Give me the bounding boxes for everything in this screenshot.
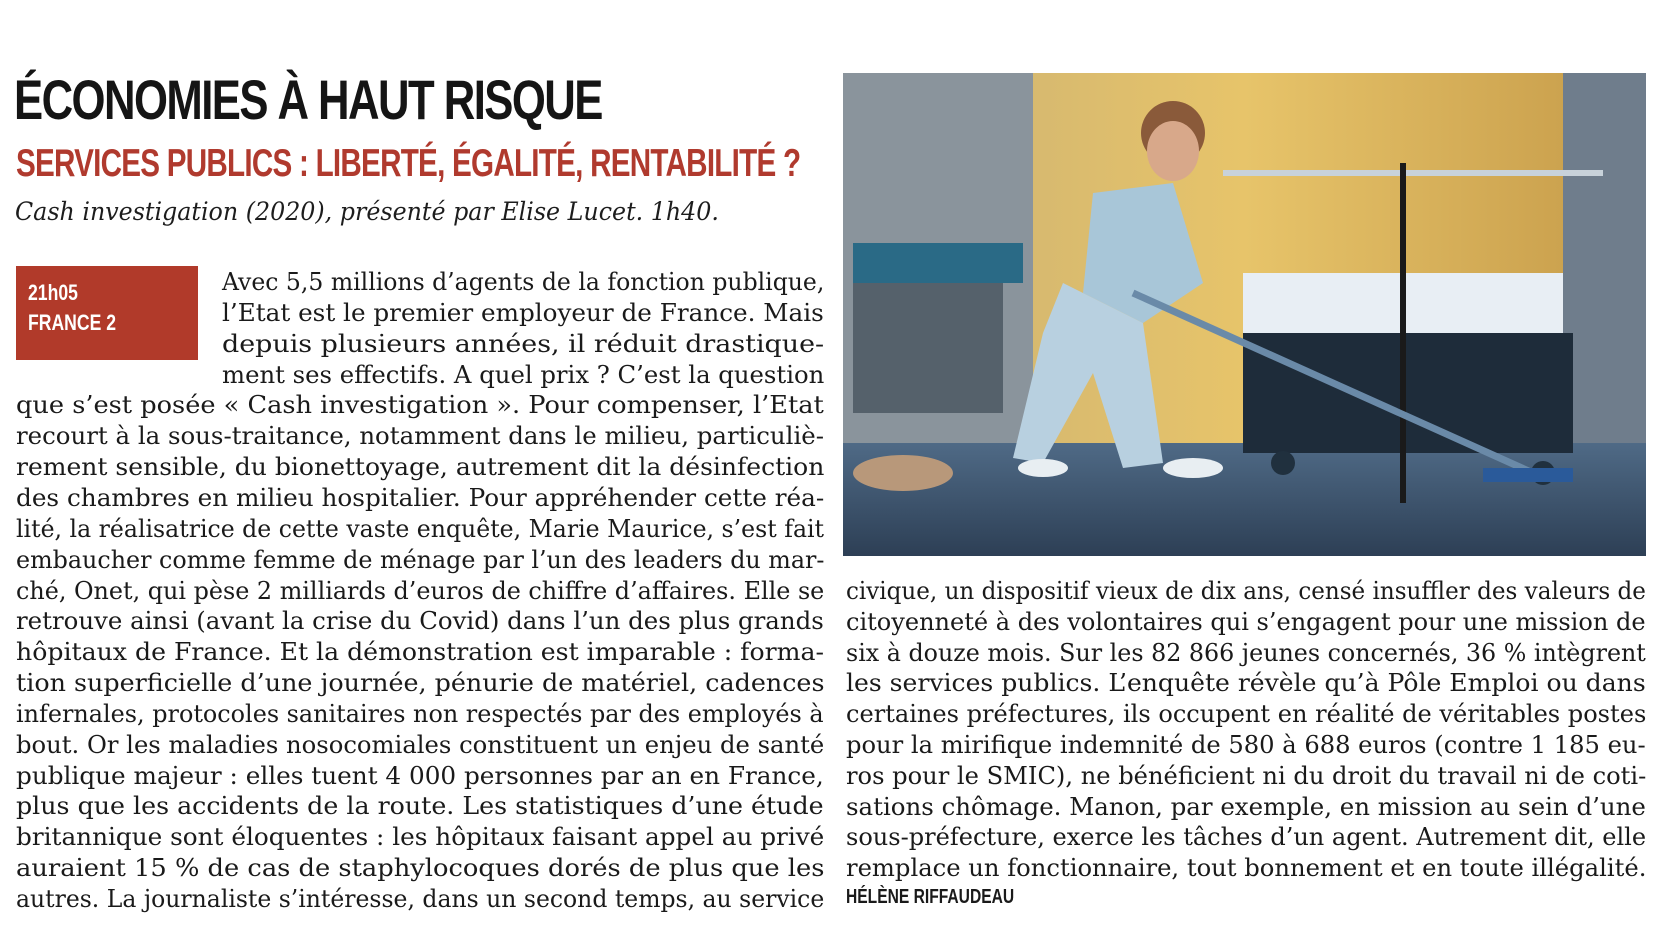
body-line: bout. Or les maladies nosocomiales constituent un enjeu de santé <box>16 730 825 759</box>
article-subheadline: SERVICES PUBLICS : LIBERTÉ, ÉGALITÉ, RENTABILITÉ ? <box>16 142 801 185</box>
program-credits: Cash investigation (2020), présenté par Elise Lucet. 1h40. <box>15 197 719 226</box>
body-line: ment ses effectifs. A quel prix ? C’est la question <box>222 360 825 389</box>
body-line: l’Etat est le premier employeur de France. Mais <box>222 298 824 327</box>
body-line: embaucher comme femme de ménage par l’un des leaders du mar- <box>16 545 825 574</box>
body-line: retrouve ainsi (avant la crise du Covid) dans l’un des plus grands <box>16 607 824 636</box>
body-line: sous-préfecture, exerce les tâches d’un agent. Autrement dit, elle <box>846 823 1647 852</box>
broadcast-time: 21h05 <box>28 280 78 305</box>
body-line: tion superficielle d’une journée, pénurie de matériel, cadences <box>16 669 825 698</box>
article-photo <box>843 73 1646 556</box>
body-line: certaines préfectures, ils occupent en réalité de véritables postes <box>846 700 1647 729</box>
body-line: remplace un fonctionnaire, tout bonnement et en toute illégalité. <box>846 854 1647 883</box>
body-line: pour la mirifique indemnité de 580 à 688 euros (contre 1 185 eu- <box>846 731 1646 759</box>
body-line: Avec 5,5 millions d’agents de la fonction publique, <box>222 268 825 296</box>
body-line: ché, Onet, qui pèse 2 milliards d’euros de chiffre d’affaires. Elle se <box>16 576 825 605</box>
hospital-cleaning-photo <box>843 73 1646 556</box>
body-line: rement sensible, du bionettoyage, autrement dit la désinfection <box>16 453 825 482</box>
body-line: lité, la réalisatrice de cette vaste enquête, Marie Maurice, s’est fait <box>16 514 825 543</box>
body-line: autres. La journaliste s’intéresse, dans un second temps, au service <box>16 885 825 913</box>
broadcast-badge <box>16 266 198 360</box>
body-line: plus que les accidents de la route. Les statistiques d’une étude <box>16 792 824 821</box>
article-headline: ÉCONOMIES À HAUT RISQUE <box>14 68 602 131</box>
body-line: hôpitaux de France. Et la démonstration est imparable : forma- <box>16 638 825 667</box>
body-line: les services publics. L’enquête révèle qu’à Pôle Emploi ou dans <box>846 669 1646 698</box>
body-line: sations chômage. Manon, par exemple, en mission au sein d’une <box>846 792 1646 821</box>
body-line: depuis plusieurs années, il réduit drastique- <box>222 329 825 358</box>
body-line: des chambres en milieu hospitalier. Pour appréhender cette réa- <box>16 483 825 512</box>
body-line: recourt à la sous-traitance, notamment dans le milieu, particuliè- <box>16 422 824 451</box>
body-line: citoyenneté à des volontaires qui s’engagent pour une mission de <box>846 607 1646 636</box>
body-line: publique majeur : elles tuent 4 000 personnes par an en France, <box>16 761 824 790</box>
body-line: ros pour le SMIC), ne bénéficient ni du droit du travail ni de coti- <box>846 761 1647 790</box>
body-line: britannique sont éloquentes : les hôpitaux faisant appel au privé <box>16 823 825 852</box>
body-line: infernales, protocoles sanitaires non respectés par des employés à <box>16 699 824 728</box>
body-line: auraient 15 % de cas de staphylocoques dorés de plus que les <box>16 854 825 883</box>
body-line: que s’est posée « Cash investigation ». Pour compenser, l’Etat <box>16 391 824 420</box>
author-byline: HÉLÈNE RIFFAUDEAU <box>846 886 1015 908</box>
body-line: six à douze mois. Sur les 82 866 jeunes concernés, 36 % intègrent <box>846 638 1646 667</box>
body-line: civique, un dispositif vieux de dix ans, censé insuffler des valeurs de <box>846 577 1646 605</box>
broadcast-channel: FRANCE 2 <box>28 310 117 335</box>
